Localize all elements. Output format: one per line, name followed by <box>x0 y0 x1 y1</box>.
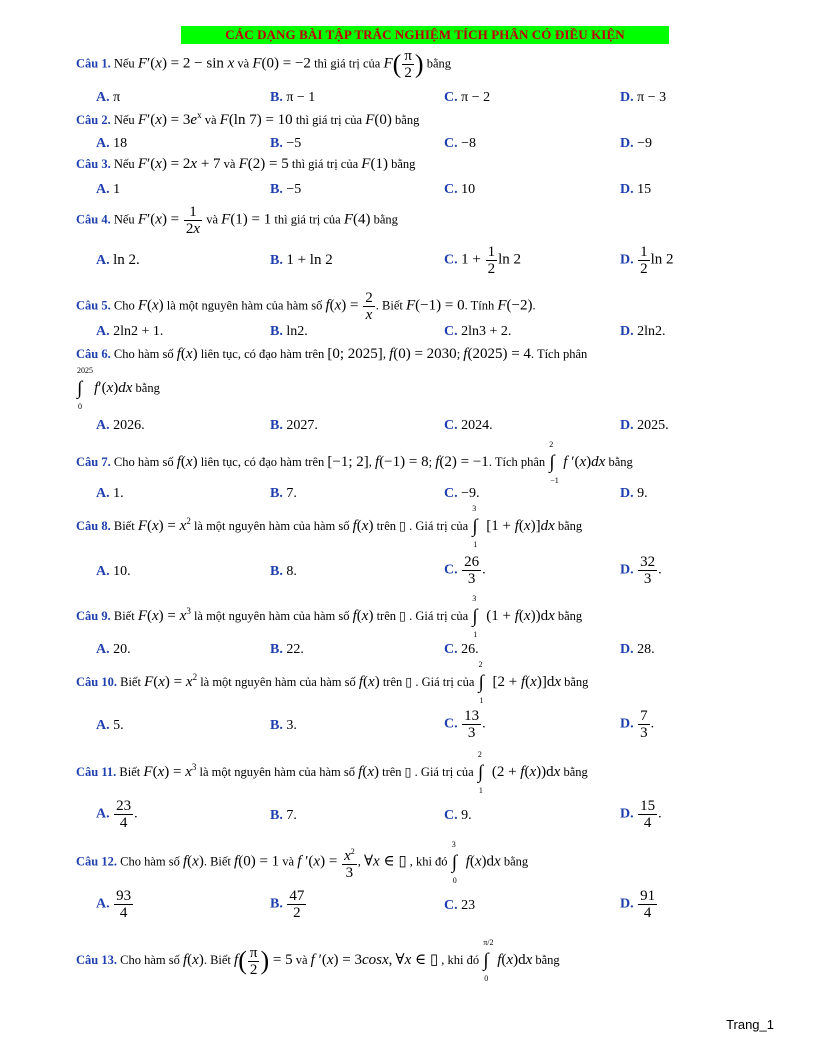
question-4: Câu 4. Nếu F′(x) = $\frac{1}{2x}$ và F(1) = 1 thì giá trị của F(4) bằng <box>76 204 398 237</box>
q11-option-c[interactable]: C. 9. <box>444 808 472 823</box>
page-title: CÁC DẠNG BÀI TẬP TRẮC NGHIỆM TÍCH PHÂN CÓ ĐIỀU KIỆN <box>181 26 669 44</box>
q5-option-a[interactable]: A. 2ln2 + 1. <box>96 324 164 339</box>
q5-option-d[interactable]: D. 2ln2. <box>620 324 666 339</box>
q1-option-b[interactable]: B. π − 1 <box>270 90 316 105</box>
q3-option-d[interactable]: D. 15 <box>620 182 652 197</box>
q3-option-a[interactable]: A. 1 <box>96 182 121 197</box>
question-12: Câu 12. Cho hàm số f(x). Biết f(0) = 1 và f ′(x) = $\frac{x^2}{3}$ , ∀x ∈ ▯ , khi đó 3 ∫ 0 f(x)dx bằng <box>76 839 529 885</box>
question-2: Câu 2. Nếu $F'(x) = 3e^x$ và F(ln 7) = 10 thì giá trị của F(0) bằng <box>76 110 420 128</box>
question-13: Câu 13. Cho hàm số f(x). Biết f( $\frac{\pi}{2}$ ) = 5 và f ′(x) = 3cosx, ∀x ∈ ▯ , khi đó π/2 ∫ 0 f(x)dx bằng <box>76 938 560 983</box>
question-11: Câu 11. Biết $F(x) = x^3$ là một nguyên hàm của hàm số f(x) trên ▯ . Giá trị của 2 ∫ 1 (2 + f(x))dx bằng <box>76 750 588 795</box>
q4-option-a[interactable]: A. ln 2. <box>96 252 140 268</box>
q9-option-b[interactable]: B. 22. <box>270 642 304 657</box>
q9-option-c[interactable]: C. 26. <box>444 642 479 657</box>
q2-option-c[interactable]: C. −8 <box>444 136 477 151</box>
q1-option-a[interactable]: A. π <box>96 90 121 105</box>
q1-option-c[interactable]: C. π − 2 <box>444 90 491 105</box>
q7-option-b[interactable]: B. 7. <box>270 486 297 501</box>
q9-option-a[interactable]: A. 20. <box>96 642 131 657</box>
question-8: Câu 8. Biết $F(x) = x^2$ là một nguyên hàm của hàm số f(x) trên ▯ . Giá trị của 3 ∫ 1 [1 + f(x)]dx bằng <box>76 504 583 549</box>
q5-option-b[interactable]: B. ln2. <box>270 324 308 339</box>
q12-option-c[interactable]: C. 23 <box>444 898 476 913</box>
q2-option-d[interactable]: D. −9 <box>620 136 653 151</box>
q3-option-b[interactable]: B. −5 <box>270 182 302 197</box>
question-10: Câu 10. Biết $F(x) = x^2$ là một nguyên hàm của hàm số f(x) trên ▯ . Giá trị của 2 ∫ 1 [2 + f(x)]dx bằng <box>76 660 589 705</box>
q7-option-c[interactable]: C. −9. <box>444 486 480 501</box>
question-6-integral: 2025 ∫ 0 f′(x)dx bằng <box>77 366 160 411</box>
question-5: Câu 5. Cho F(x) là một nguyên hàm của hàm số f(x) = $\frac{2}{x}$ . Biết F(−1) = 0. Tính F(−2). <box>76 290 536 323</box>
q3-option-c[interactable]: C. 10 <box>444 182 476 197</box>
question-label: Câu 1. <box>76 56 111 71</box>
q6-option-a[interactable]: A. 2026. <box>96 418 145 433</box>
q4-option-d[interactable]: D. $\frac{1}{2}$ ln 2 <box>620 244 674 277</box>
question-7: Câu 7. Cho hàm số f(x) liên tục, có đạo hàm trên [−1; 2], f(−1) = 8; f(2) = −1. Tích phân 2 ∫ −1 f ′(x)dx bằng <box>76 440 633 485</box>
q8-option-c[interactable]: C. $\frac{26}{3}$ . <box>444 554 486 587</box>
q12-option-b[interactable]: B. $\frac{47}{2}$ <box>270 888 305 921</box>
question-9: Câu 9. Biết $F(x) = x^3$ là một nguyên hàm của hàm số f(x) trên ▯ . Giá trị của 3 ∫ 1 (1 + f(x))dx bằng <box>76 594 583 639</box>
q11-option-a[interactable]: A. $\frac{23}{4}$ . <box>96 798 138 831</box>
q5-option-c[interactable]: C. 2ln3 + 2. <box>444 324 512 339</box>
question-1: Câu 1. Nếu F′(x) = 2 − sin x và F(0) = −2 thì giá trị của F( $\frac{\pi}{2}$ ) bằng <box>76 48 452 81</box>
q6-option-d[interactable]: D. 2025. <box>620 418 669 433</box>
q10-option-d[interactable]: D. $\frac{7}{3}$ . <box>620 708 655 741</box>
q9-option-d[interactable]: D. 28. <box>620 642 655 657</box>
q2-option-a[interactable]: A. 18 <box>96 136 128 151</box>
q11-option-d[interactable]: D. $\frac{15}{4}$ . <box>620 798 662 831</box>
q2-option-b[interactable]: B. −5 <box>270 136 302 151</box>
q8-option-a[interactable]: A. 10. <box>96 564 131 579</box>
q4-option-b[interactable]: B. 1 + ln 2 <box>270 252 333 268</box>
q7-option-d[interactable]: D. 9. <box>620 486 648 501</box>
q6-option-c[interactable]: C. 2024. <box>444 418 493 433</box>
q8-option-b[interactable]: B. 8. <box>270 564 297 579</box>
q8-option-d[interactable]: D. $\frac{32}{3}$ . <box>620 554 662 587</box>
question-3: Câu 3. Nếu F′(x) = 2x + 7 và F(2) = 5 thì giá trị của F(1) bằng <box>76 156 416 172</box>
question-6: Câu 6. Cho hàm số f(x) liên tục, có đạo hàm trên [0; 2025], f(0) = 2030; f(2025) = 4. Tích phân <box>76 346 588 362</box>
q12-option-d[interactable]: D. $\frac{91}{4}$ <box>620 888 656 921</box>
q7-option-a[interactable]: A. 1. <box>96 486 124 501</box>
q10-option-b[interactable]: B. 3. <box>270 718 297 733</box>
page-footer: Trang_1 <box>726 1017 774 1032</box>
q11-option-b[interactable]: B. 7. <box>270 808 297 823</box>
q12-option-a[interactable]: A. $\frac{93}{4}$ <box>96 888 132 921</box>
q10-option-c[interactable]: C. $\frac{13}{3}$ . <box>444 708 486 741</box>
q1-option-d[interactable]: D. π − 3 <box>620 90 667 105</box>
q4-option-c[interactable]: C. 1 + $\frac{1}{2}$ ln 2 <box>444 244 522 277</box>
q10-option-a[interactable]: A. 5. <box>96 718 124 733</box>
q6-option-b[interactable]: B. 2027. <box>270 418 318 433</box>
